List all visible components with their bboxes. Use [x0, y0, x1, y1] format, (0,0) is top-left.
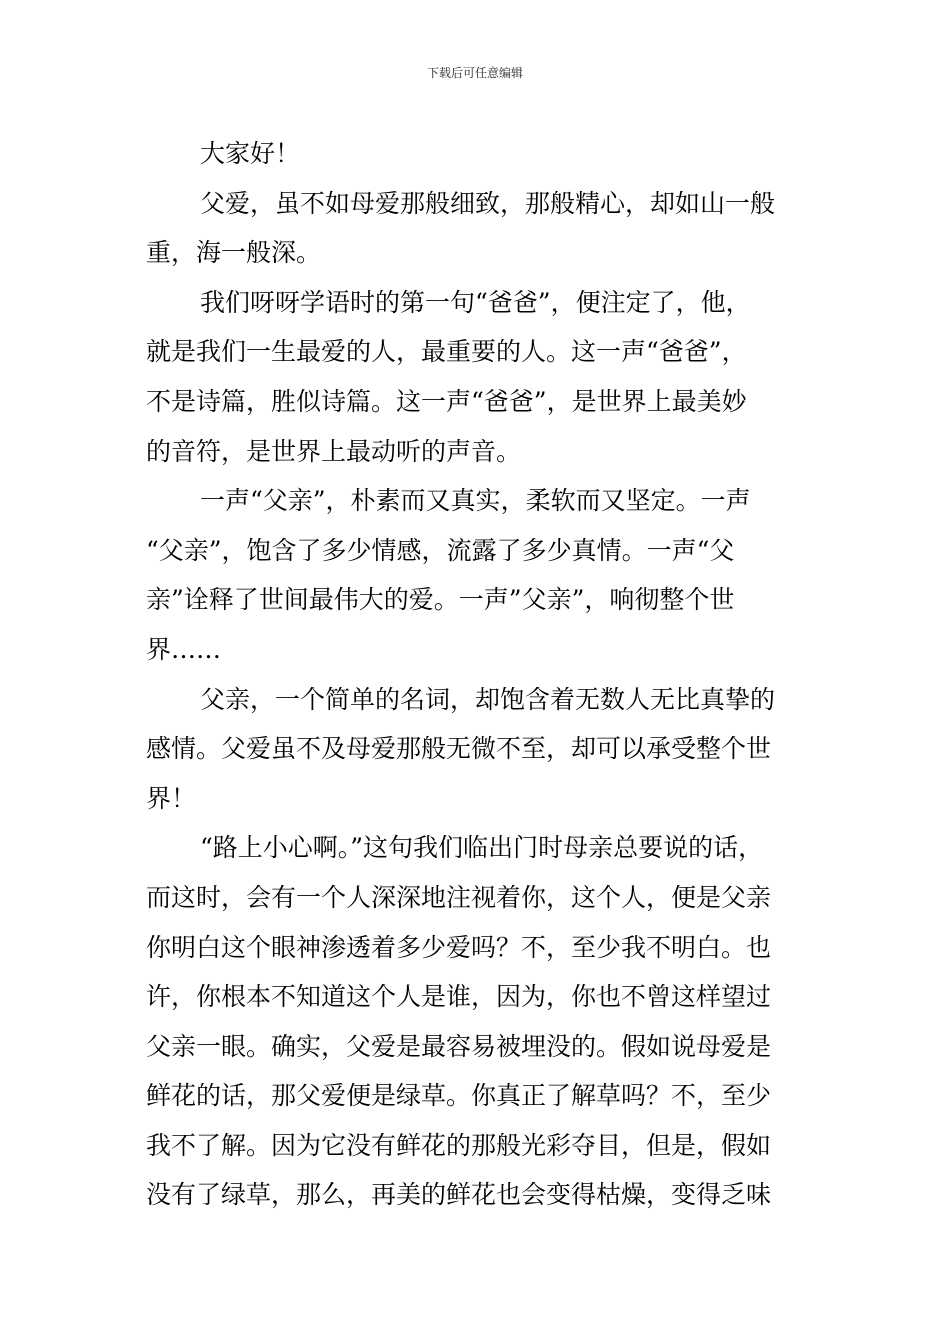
paragraph-line: 鲜花的话，那父爱便是绿草。你真正了解草吗？不，至少 [146, 1081, 772, 1111]
paragraph-line: 你明白这个眼神渗透着多少爱吗？不，至少我不明白。也 [146, 932, 772, 962]
paragraph-line: “父亲”，饱含了多少情感，流露了多少真情。一声“父 [146, 535, 735, 565]
paragraph-line: 亲”诠释了世间最伟大的爱。一声”父亲”，响彻整个世 [146, 585, 735, 615]
paragraph-line: 大家好！ [200, 139, 301, 168]
paragraph-line: 我不了解。因为它没有鲜花的那般光彩夺目，但是，假如 [146, 1130, 772, 1160]
paragraph-line: 界…… [146, 634, 222, 664]
page-header: 下载后可任意编辑 [426, 66, 523, 80]
paragraph-line: 不是诗篇，胜似诗篇。这一声“爸爸”，是世界上最美妙 [146, 386, 747, 416]
paragraph-line: 我们呀呀学语时的第一句“爸爸”，便注定了，他， [200, 287, 751, 317]
paragraph-line: 父亲，一个简单的名词，却饱含着无数人无比真挚的 [200, 684, 776, 714]
paragraph-line: 而这时，会有一个人深深地注视着你，这个人，便是父亲 [146, 882, 772, 912]
paragraph-line: 没有了绿草，那么，再美的鲜花也会变得枯燥，变得乏味 [146, 1180, 772, 1210]
document-body [146, 129, 814, 1220]
paragraph-line: 的音符，是世界上最动听的声音。 [146, 436, 522, 466]
paragraph-line: 父亲一眼。确实，父爱是最容易被埋没的。假如说母爱是 [146, 1031, 772, 1061]
paragraph-line: 父爱，虽不如母爱那般细致，那般精心，却如山一般 [200, 188, 776, 218]
paragraph-line: “路上小心啊。”这句我们临出门时母亲总要说的话， [200, 833, 764, 863]
paragraph-line: 感情。父爱虽不及母爱那般无微不至，却可以承受整个世 [146, 734, 772, 764]
paragraph-line: 界！ [146, 783, 197, 813]
paragraph-line: 重，海一般深。 [146, 238, 322, 268]
paragraph-line: 就是我们一生最爱的人，最重要的人。这一声“爸爸”， [146, 337, 747, 367]
paragraph-line: 一声“父亲”，朴素而又真实，柔软而又坚定。一声 [200, 486, 751, 516]
paragraph-line: 许，你根本不知道这个人是谁，因为，你也不曾这样望过 [146, 982, 772, 1012]
